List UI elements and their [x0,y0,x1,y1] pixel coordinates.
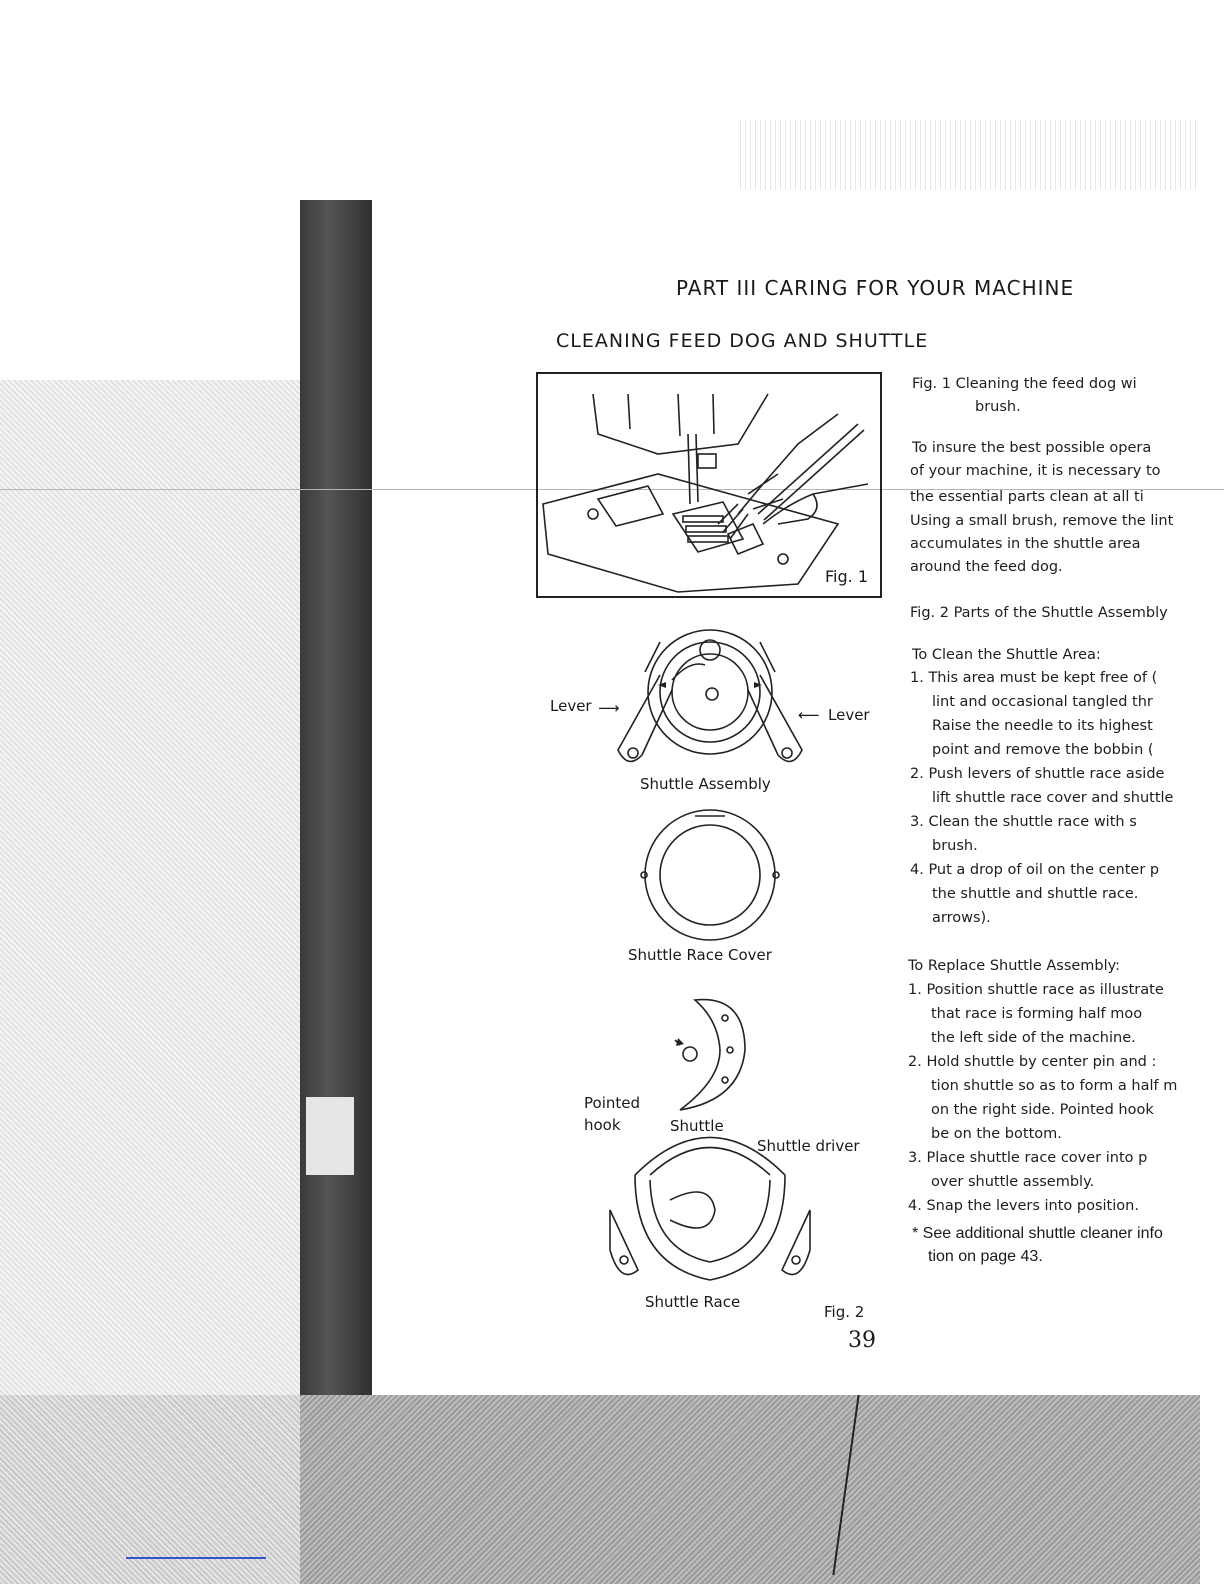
fig1-caption-line1: Fig. 1 Cleaning the feed dog wi [912,376,1137,392]
figure-2-label: Fig. 2 [824,1303,865,1321]
shuttle-assembly-label: Shuttle Assembly [640,775,771,793]
shuttle-assembly-drawing [618,630,802,761]
para1-line1: To insure the best possible opera [912,440,1152,456]
arrow-left-icon: ⟵ [798,706,820,724]
scan-underline-mark [126,1557,266,1559]
clean-step-1c: Raise the needle to its highest [932,718,1153,734]
replace-step-1a: 1. Position shuttle race as illustrate [908,982,1164,998]
replace-step-1c: the left side of the machine. [931,1030,1136,1046]
bottom-page-shadow [300,1395,1200,1584]
note-line2: tion on page 43. [928,1248,1043,1265]
feed-dog-illustration [538,374,882,598]
para1-line5: accumulates in the shuttle area [910,536,1141,552]
replace-step-1b: that race is forming half moo [931,1006,1143,1022]
spine-highlight [306,1097,354,1175]
bottom-left-shadow [0,1395,300,1584]
replace-step-4: 4. Snap the levers into position. [908,1198,1139,1214]
page-title: PART III CARING FOR YOUR MACHINE [676,276,1075,300]
para1-line4: Using a small brush, remove the lint [910,513,1174,529]
clean-step-1d: point and remove the bobbin ( [932,742,1154,758]
clean-heading: To Clean the Shuttle Area: [912,647,1101,663]
clean-step-4c: arrows). [932,910,991,926]
lever-label-left: Lever [550,697,592,715]
clean-step-3b: brush. [932,838,978,854]
figure-1-label: Fig. 1 [825,567,868,586]
shuttle-drawing [675,1000,745,1110]
hook-label: hook [584,1116,621,1134]
shuttle-label: Shuttle [670,1117,724,1135]
para1-line2: of your machine, it is necessary to [910,463,1161,479]
arrow-right-icon: ⟶ [598,699,620,717]
clean-step-1a: 1. This area must be kept free of ( [910,670,1158,686]
replace-step-2a: 2. Hold shuttle by center pin and : [908,1054,1157,1070]
replace-step-2b: tion shuttle so as to form a half m [931,1078,1178,1094]
clean-step-4a: 4. Put a drop of oil on the center p [910,862,1160,878]
replace-step-2d: be on the bottom. [931,1126,1062,1142]
replace-heading: To Replace Shuttle Assembly: [908,958,1121,974]
scan-noise-top [740,120,1200,190]
replace-step-3a: 3. Place shuttle race cover into p [908,1150,1148,1166]
shuttle-assembly-illustrations [540,620,880,1320]
shuttle-race-drawing [610,1138,810,1281]
clean-step-2b: lift shuttle race cover and shuttle [932,790,1174,806]
fig2-caption: Fig. 2 Parts of the Shuttle Assembly [910,605,1168,621]
clean-step-2a: 2. Push levers of shuttle race aside [910,766,1165,782]
lever-label-right: Lever [828,706,870,724]
fig1-caption-line2: brush. [975,399,1021,415]
shuttle-race-label: Shuttle Race [645,1293,741,1311]
page-number: 39 [848,1328,876,1353]
pointed-label: Pointed [584,1094,640,1112]
replace-step-3b: over shuttle assembly. [931,1174,1095,1190]
shuttle-race-cover-label: Shuttle Race Cover [628,946,772,964]
replace-step-2c: on the right side. Pointed hook [931,1102,1154,1118]
clean-step-4b: the shuttle and shuttle race. [932,886,1139,902]
clean-step-1b: lint and occasional tangled thr [932,694,1153,710]
shuttle-driver-label: Shuttle driver [757,1137,860,1155]
para1-line6: around the feed dog. [910,559,1063,575]
figure-1-feed-dog-cleaning [536,372,882,598]
shuttle-race-cover-drawing [641,810,779,940]
para1-line3: the essential parts clean at all ti [910,489,1144,505]
note-line1: * See additional shuttle cleaner info [912,1225,1163,1242]
section-title: CLEANING FEED DOG AND SHUTTLE [556,330,929,352]
book-spine [300,200,372,1395]
clean-step-3a: 3. Clean the shuttle race with s [910,814,1137,830]
